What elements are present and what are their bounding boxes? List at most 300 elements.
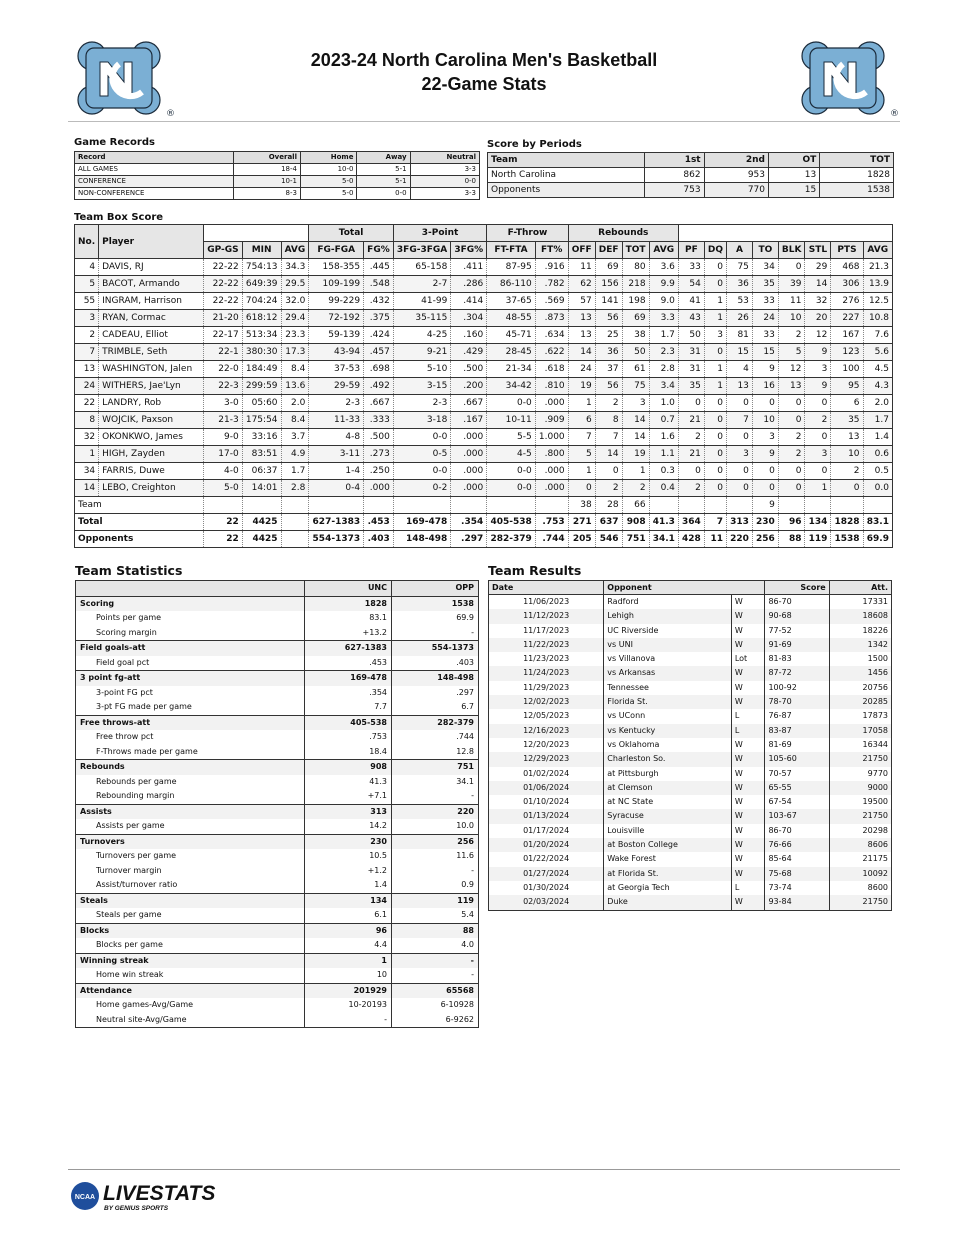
table-cell: 41.3: [649, 514, 678, 531]
table-cell: 5-1: [357, 176, 410, 188]
table-cell: .167: [451, 412, 487, 429]
table-cell: 56: [595, 310, 622, 327]
table-cell: 16: [752, 378, 778, 395]
opp-value: 4.0: [392, 938, 479, 953]
stat-label: Turnovers: [76, 834, 305, 849]
table-cell: 24: [568, 361, 595, 378]
table-cell: 770: [704, 183, 768, 198]
table-cell: 32: [75, 429, 99, 446]
table-cell: 227: [831, 310, 863, 327]
game-date: 11/06/2023: [489, 595, 604, 610]
table-cell: 2: [831, 463, 863, 480]
total-row: [75, 514, 893, 531]
table-cell: 704:24: [242, 293, 281, 310]
column-group-header: Total: [309, 225, 393, 242]
stat-label: Scoring margin: [76, 626, 305, 641]
table-cell: 11: [568, 259, 595, 276]
table-cell: 862: [645, 168, 705, 183]
game-attendance: 9000: [829, 781, 891, 795]
table-cell: 4425: [242, 531, 281, 548]
column-header: TO: [752, 242, 778, 259]
game-outcome: W: [731, 695, 765, 709]
table-cell: 22: [75, 395, 99, 412]
table-cell: 10-1: [234, 176, 301, 188]
game-outcome: W: [731, 609, 765, 623]
table-cell: .618: [535, 361, 568, 378]
table-cell: 1: [622, 463, 649, 480]
table-cell: 22-3: [204, 378, 243, 395]
game-attendance: 10092: [829, 867, 891, 881]
table-cell: 271: [568, 514, 595, 531]
genius-sports-byline: BY GENIUS SPORTS: [104, 1205, 169, 1212]
table-cell: 2: [622, 480, 649, 497]
column-header: 2nd: [704, 153, 768, 168]
stat-label: Steals per game: [76, 908, 305, 923]
table-cell: 34: [75, 463, 99, 480]
unc-value: 405-538: [305, 715, 392, 730]
player-name: RYAN, Cormac: [99, 310, 204, 327]
team-statistics-table: [75, 580, 479, 1028]
table-cell: .000: [451, 463, 487, 480]
column-header: [678, 225, 892, 242]
table-cell: 4.9: [281, 446, 309, 463]
table-cell: .286: [451, 276, 487, 293]
table-cell: 276: [831, 293, 863, 310]
table-cell: 33: [678, 259, 704, 276]
table-cell: 3: [805, 446, 831, 463]
stat-label: Turnover margin: [76, 864, 305, 879]
game-opponent: Radford: [604, 595, 732, 610]
table-cell: 0-0: [393, 429, 451, 446]
stat-group-row: [76, 715, 479, 730]
game-score: 81-69: [765, 738, 829, 752]
column-header: DQ: [704, 242, 726, 259]
table-cell: 1-4: [309, 463, 364, 480]
player-row: [75, 412, 893, 429]
table-cell: 10.8: [863, 310, 892, 327]
game-attendance: 20756: [829, 681, 891, 695]
opp-value: 6.7: [392, 700, 479, 715]
game-score: 86-70: [765, 595, 829, 610]
unc-value: 201929: [305, 983, 392, 998]
game-attendance: 17058: [829, 724, 891, 738]
unc-value: 14.2: [305, 819, 392, 834]
opp-value: 0.9: [392, 878, 479, 893]
table-cell: 230: [752, 514, 778, 531]
game-attendance: 17873: [829, 709, 891, 723]
table-cell: .457: [364, 344, 394, 361]
stat-label: Home win streak: [76, 968, 305, 983]
game-result-row: [489, 795, 892, 809]
table-cell: .403: [364, 531, 394, 548]
game-score: 78-70: [765, 695, 829, 709]
game-score: 105-60: [765, 752, 829, 766]
header-divider: [68, 121, 900, 122]
game-outcome: W: [731, 809, 765, 823]
table-cell: 38: [568, 497, 595, 514]
table-cell: 148-498: [393, 531, 451, 548]
table-cell: 134: [805, 514, 831, 531]
table-cell: 5-0: [300, 176, 356, 188]
table-cell: 9.0: [649, 293, 678, 310]
column-group-header: Rebounds: [568, 225, 678, 242]
table-cell: 35: [678, 378, 704, 395]
table-cell: 1: [704, 293, 726, 310]
table-cell: 1538: [831, 531, 863, 548]
table-cell: .000: [535, 463, 568, 480]
game-date: 01/06/2024: [489, 781, 604, 795]
stat-group-row: [76, 641, 479, 656]
stat-group-row: [76, 834, 479, 849]
table-cell: 5-1: [357, 164, 410, 176]
stat-row: [76, 700, 479, 715]
column-header: Opponent: [604, 581, 765, 595]
table-cell: 34.1: [649, 531, 678, 548]
game-opponent: UC Riverside: [604, 624, 732, 638]
table-cell: 65-158: [393, 259, 451, 276]
table-cell: [281, 497, 309, 514]
game-result-row: [489, 624, 892, 638]
game-result-row: [489, 666, 892, 680]
opp-value: .403: [392, 656, 479, 671]
table-cell: 10: [778, 310, 805, 327]
table-cell: 3-18: [393, 412, 451, 429]
unc-value: 18.4: [305, 745, 392, 760]
table-cell: 10: [752, 412, 778, 429]
stat-label: Rebounds: [76, 760, 305, 775]
table-cell: 546: [595, 531, 622, 548]
game-result-row: [489, 595, 892, 610]
table-cell: 48-55: [487, 310, 535, 327]
table-cell: 17-0: [204, 446, 243, 463]
table-cell: 0-0: [393, 463, 451, 480]
player-row: [75, 429, 893, 446]
title-line-2: 22-Game Stats: [421, 74, 547, 94]
table-cell: 99-229: [309, 293, 364, 310]
table-cell: 2: [678, 480, 704, 497]
unc-value: 7.7: [305, 700, 392, 715]
game-opponent: at Pittsburgh: [604, 767, 732, 781]
table-cell: 953: [704, 168, 768, 183]
livestats-wordmark: LIVESTATS: [103, 1182, 216, 1205]
column-header: [76, 581, 305, 597]
stat-label: Turnovers per game: [76, 849, 305, 864]
game-result-row: [489, 767, 892, 781]
table-cell: 41: [678, 293, 704, 310]
team-box-score-title: Team Box Score: [74, 212, 164, 223]
table-cell: 1.7: [649, 327, 678, 344]
stat-row: [76, 656, 479, 671]
table-cell: 55: [75, 293, 99, 310]
table-cell: 50: [622, 344, 649, 361]
table-cell: [805, 497, 831, 514]
table-cell: 4.3: [863, 378, 892, 395]
table-cell: 119: [805, 531, 831, 548]
game-attendance: 1342: [829, 638, 891, 652]
table-cell: 3: [622, 395, 649, 412]
table-cell: 43: [678, 310, 704, 327]
table-cell: 37-53: [309, 361, 364, 378]
table-cell: 0.0: [863, 480, 892, 497]
table-cell: 313: [727, 514, 753, 531]
column-header: FT%: [535, 242, 568, 259]
table-cell: 5.6: [863, 344, 892, 361]
table-cell: 9: [752, 361, 778, 378]
column-header: AVG: [281, 242, 309, 259]
game-date: 11/29/2023: [489, 681, 604, 695]
game-attendance: 21750: [829, 809, 891, 823]
column-header: OPP: [392, 581, 479, 597]
table-cell: 4425: [242, 514, 281, 531]
table-cell: 1.4: [863, 429, 892, 446]
stat-label: Blocks: [76, 923, 305, 938]
unc-value: .354: [305, 686, 392, 701]
table-cell: 29.5: [281, 276, 309, 293]
table-cell: 13: [769, 168, 820, 183]
registered-mark: ®: [166, 109, 175, 119]
opp-value: 5.4: [392, 908, 479, 923]
table-cell: 908: [622, 514, 649, 531]
team-results-title: Team Results: [488, 563, 582, 578]
table-cell: 4.5: [863, 361, 892, 378]
stat-row: [76, 849, 479, 864]
game-date: 12/05/2023: [489, 709, 604, 723]
game-records-table: [74, 151, 480, 200]
table-cell: .432: [364, 293, 394, 310]
game-result-row: [489, 895, 892, 910]
table-cell: 169-478: [393, 514, 451, 531]
table-cell: 35-115: [393, 310, 451, 327]
table-cell: 18-4: [234, 164, 301, 176]
table-cell: 56: [595, 378, 622, 395]
table-cell: 2: [805, 412, 831, 429]
table-cell: 2-7: [393, 276, 451, 293]
opp-value: -: [392, 789, 479, 804]
stat-label: Assist/turnover ratio: [76, 878, 305, 893]
table-cell: .273: [364, 446, 394, 463]
livestats-logo: [70, 1178, 220, 1214]
column-header: FG-FGA: [309, 242, 364, 259]
game-opponent: Wake Forest: [604, 852, 732, 866]
table-cell: .375: [364, 310, 394, 327]
table-cell: .354: [451, 514, 487, 531]
table-cell: 11: [778, 293, 805, 310]
game-date: 01/02/2024: [489, 767, 604, 781]
game-outcome: W: [731, 838, 765, 852]
table-cell: 1.7: [281, 463, 309, 480]
player-row: [75, 293, 893, 310]
unc-value: -: [305, 1013, 392, 1028]
player-row: [75, 310, 893, 327]
table-cell: 21-34: [487, 361, 535, 378]
table-cell: 36: [727, 276, 753, 293]
table-cell: 22-22: [204, 276, 243, 293]
table-cell: 1538: [820, 183, 894, 198]
score-by-periods-title: Score by Periods: [487, 139, 582, 150]
table-cell: 33: [752, 293, 778, 310]
score-by-periods-table: [487, 152, 894, 198]
game-date: 12/29/2023: [489, 752, 604, 766]
table-cell: 35: [831, 412, 863, 429]
game-record-row: [75, 188, 480, 200]
opp-value: .297: [392, 686, 479, 701]
game-result-row: [489, 781, 892, 795]
player-name: INGRAM, Harrison: [99, 293, 204, 310]
table-cell: 13: [831, 429, 863, 446]
table-cell: [649, 497, 678, 514]
opp-value: 12.8: [392, 745, 479, 760]
table-cell: 5-5: [487, 429, 535, 446]
table-cell: 13: [568, 327, 595, 344]
table-cell: 0-0: [487, 395, 535, 412]
game-records-header-row: [75, 152, 480, 164]
game-date: 12/16/2023: [489, 724, 604, 738]
stat-group-row: [76, 596, 479, 611]
table-cell: 15: [769, 183, 820, 198]
column-header: UNC: [305, 581, 392, 597]
title-line-1: 2023-24 North Carolina Men's Basketball: [310, 50, 658, 70]
opp-value: .744: [392, 730, 479, 745]
game-result-row: [489, 609, 892, 623]
column-header: DEF: [595, 242, 622, 259]
table-cell: 0: [678, 395, 704, 412]
table-cell: .667: [364, 395, 394, 412]
table-cell: 4-5: [487, 446, 535, 463]
table-cell: 10: [831, 446, 863, 463]
unc-value: 908: [305, 760, 392, 775]
table-cell: 0: [778, 463, 805, 480]
table-cell: 66: [622, 497, 649, 514]
score-periods-row: [488, 183, 894, 198]
game-outcome: W: [731, 595, 765, 610]
opp-value: -: [392, 968, 479, 983]
table-cell: .424: [364, 327, 394, 344]
stat-label: Home games-Avg/Game: [76, 998, 305, 1013]
table-cell: 0: [752, 480, 778, 497]
column-header: Player: [99, 225, 204, 259]
game-score: 85-64: [765, 852, 829, 866]
game-attendance: 16344: [829, 738, 891, 752]
table-cell: 123: [831, 344, 863, 361]
table-cell: .000: [535, 480, 568, 497]
table-cell: 618:12: [242, 310, 281, 327]
table-cell: 1: [568, 395, 595, 412]
stat-label: 3-point FG pct: [76, 686, 305, 701]
team-statistics-title: Team Statistics: [75, 563, 183, 578]
player-name: HIGH, Zayden: [99, 446, 204, 463]
table-cell: 19: [622, 446, 649, 463]
table-cell: 5: [568, 446, 595, 463]
table-cell: 380:30: [242, 344, 281, 361]
column-header: OT: [769, 153, 820, 168]
table-cell: 69.9: [863, 531, 892, 548]
opp-value: 10.0: [392, 819, 479, 834]
table-cell: .810: [535, 378, 568, 395]
table-cell: 37: [595, 361, 622, 378]
game-opponent: Syracuse: [604, 809, 732, 823]
table-cell: 39: [778, 276, 805, 293]
opp-value: 1538: [392, 596, 479, 611]
table-cell: 26: [727, 310, 753, 327]
game-outcome: W: [731, 624, 765, 638]
stat-row: [76, 730, 479, 745]
game-outcome: W: [731, 767, 765, 781]
table-cell: .200: [451, 378, 487, 395]
column-header: PF: [678, 242, 704, 259]
table-cell: 3-3: [410, 164, 479, 176]
table-cell: 1828: [820, 168, 894, 183]
table-cell: 61: [622, 361, 649, 378]
game-outcome: L: [731, 724, 765, 738]
game-date: 11/17/2023: [489, 624, 604, 638]
table-cell: .782: [535, 276, 568, 293]
table-cell: 5: [778, 344, 805, 361]
column-header: Overall: [234, 152, 301, 164]
game-score: 67-54: [765, 795, 829, 809]
player-row: [75, 327, 893, 344]
table-cell: 0: [805, 463, 831, 480]
team-row: [75, 497, 893, 514]
table-cell: 1.6: [649, 429, 678, 446]
table-cell: 3.4: [649, 378, 678, 395]
table-cell: 41-99: [393, 293, 451, 310]
game-date: 01/22/2024: [489, 852, 604, 866]
table-cell: 35: [752, 276, 778, 293]
box-score-group-header-row: [75, 225, 893, 242]
table-cell: 0: [704, 276, 726, 293]
column-header: PTS: [831, 242, 863, 259]
table-cell: 21.3: [863, 259, 892, 276]
stat-label: Rebounds per game: [76, 775, 305, 790]
table-cell: 12: [805, 327, 831, 344]
game-score: 103-67: [765, 809, 829, 823]
table-cell: 3: [805, 361, 831, 378]
game-opponent: vs Kentucky: [604, 724, 732, 738]
unc-value: 41.3: [305, 775, 392, 790]
game-date: 01/20/2024: [489, 838, 604, 852]
table-cell: .492: [364, 378, 394, 395]
game-date: 01/27/2024: [489, 867, 604, 881]
unc-value: 10: [305, 968, 392, 983]
table-cell: 220: [727, 531, 753, 548]
unc-value: 1: [305, 953, 392, 968]
table-cell: North Carolina: [488, 168, 645, 183]
table-cell: 33:16: [242, 429, 281, 446]
table-cell: 3-15: [393, 378, 451, 395]
table-cell: [204, 497, 243, 514]
table-cell: 0-5: [393, 446, 451, 463]
unc-logo-right: [786, 34, 900, 122]
table-cell: 1: [704, 378, 726, 395]
table-cell: 8-3: [234, 188, 301, 200]
game-result-row: [489, 638, 892, 652]
game-result-row: [489, 652, 892, 666]
table-cell: 22: [204, 514, 243, 531]
stat-row: [76, 998, 479, 1013]
table-cell: 9.9: [649, 276, 678, 293]
table-cell: .000: [364, 480, 394, 497]
table-cell: 10-0: [300, 164, 356, 176]
game-date: 01/10/2024: [489, 795, 604, 809]
column-header: 1st: [645, 153, 705, 168]
game-attendance: 9770: [829, 767, 891, 781]
table-cell: 23.3: [281, 327, 309, 344]
player-row: [75, 463, 893, 480]
table-cell: 0.5: [863, 463, 892, 480]
column-header: STL: [805, 242, 831, 259]
table-cell: 75: [622, 378, 649, 395]
table-cell: .873: [535, 310, 568, 327]
